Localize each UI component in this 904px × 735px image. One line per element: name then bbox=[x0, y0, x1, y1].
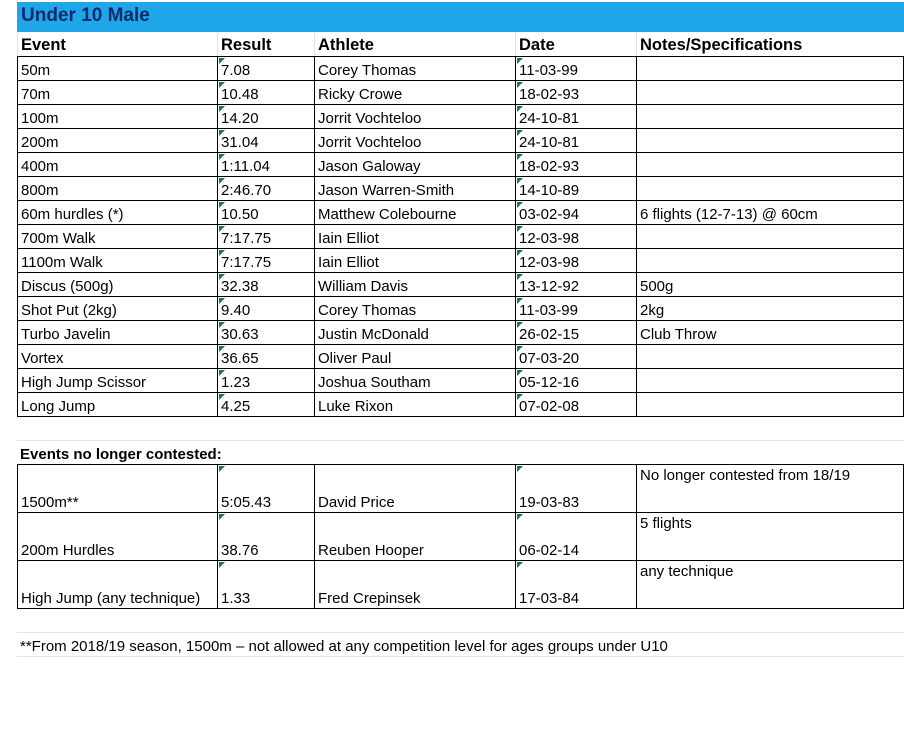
athlete-cell[interactable] bbox=[314, 512, 515, 560]
date-text: 19-03-83 bbox=[519, 494, 580, 511]
grid-line bbox=[17, 632, 904, 633]
result-text: 38.76 bbox=[221, 542, 259, 559]
athlete-text: Reuben Hooper bbox=[318, 542, 424, 559]
table-row bbox=[17, 80, 904, 104]
date-text: 14-10-89 bbox=[519, 182, 580, 199]
table-row bbox=[17, 56, 904, 80]
table-row bbox=[17, 368, 904, 392]
result-cell[interactable] bbox=[217, 296, 314, 320]
date-text: 05-12-16 bbox=[519, 374, 580, 391]
table-row bbox=[17, 248, 904, 272]
date-text: 12-03-98 bbox=[519, 254, 580, 271]
result-cell[interactable] bbox=[217, 152, 314, 176]
result-text: 7:17.75 bbox=[221, 230, 272, 247]
section-label-row bbox=[17, 440, 904, 464]
sheet-title: Under 10 Male bbox=[21, 5, 150, 26]
date-text: 07-03-20 bbox=[519, 350, 580, 367]
event-cell[interactable] bbox=[17, 344, 217, 368]
result-cell[interactable] bbox=[217, 512, 314, 560]
notes-text: Club Throw bbox=[640, 326, 717, 343]
event-text: Turbo Javelin bbox=[21, 326, 111, 343]
table-row bbox=[17, 104, 904, 128]
notes-text: 5 flights bbox=[640, 515, 692, 532]
table-row bbox=[17, 272, 904, 296]
athlete-text: Justin McDonald bbox=[318, 326, 429, 343]
table-row bbox=[17, 512, 904, 560]
footnote-row bbox=[17, 632, 904, 656]
result-text: 30.63 bbox=[221, 326, 259, 343]
athlete-cell[interactable] bbox=[314, 224, 515, 248]
notes-cell[interactable] bbox=[636, 128, 904, 152]
table-bottom-border bbox=[17, 608, 904, 609]
athlete-cell[interactable] bbox=[314, 368, 515, 392]
result-text: 5:05.43 bbox=[221, 494, 272, 511]
event-cell[interactable] bbox=[17, 56, 217, 80]
event-cell[interactable] bbox=[17, 104, 217, 128]
notes-cell[interactable] bbox=[636, 224, 904, 248]
event-cell[interactable] bbox=[17, 152, 217, 176]
notes-cell[interactable] bbox=[636, 32, 904, 56]
result-text: 32.38 bbox=[221, 278, 259, 295]
athlete-cell[interactable] bbox=[314, 272, 515, 296]
date-text: 17-03-84 bbox=[519, 590, 580, 607]
athlete-cell[interactable] bbox=[314, 320, 515, 344]
notes-cell[interactable] bbox=[636, 296, 904, 320]
athlete-text: Luke Rixon bbox=[318, 398, 394, 415]
date-cell[interactable] bbox=[515, 200, 636, 224]
notes-text: Notes/Specifications bbox=[640, 36, 803, 54]
result-text: 4.25 bbox=[221, 398, 251, 415]
date-cell[interactable] bbox=[515, 272, 636, 296]
result-text: Result bbox=[221, 36, 272, 54]
table-row bbox=[17, 392, 904, 416]
result-cell[interactable] bbox=[217, 368, 314, 392]
athlete-cell[interactable] bbox=[314, 560, 515, 608]
event-text: Discus (500g) bbox=[21, 278, 114, 295]
result-text: 14.20 bbox=[221, 110, 259, 127]
notes-text: 2kg bbox=[640, 302, 665, 319]
result-text: 7.08 bbox=[221, 62, 251, 79]
date-cell[interactable] bbox=[515, 152, 636, 176]
date-text: Date bbox=[519, 36, 555, 54]
athlete-text: Jason Warren-Smith bbox=[318, 182, 455, 199]
notes-cell[interactable] bbox=[636, 104, 904, 128]
date-cell[interactable] bbox=[515, 320, 636, 344]
notes-cell[interactable] bbox=[636, 560, 904, 608]
result-cell[interactable] bbox=[217, 80, 314, 104]
notes-cell[interactable] bbox=[636, 464, 904, 512]
date-text: 26-02-15 bbox=[519, 326, 580, 343]
result-text: 36.65 bbox=[221, 350, 259, 367]
result-text: 1.23 bbox=[221, 374, 251, 391]
notes-text: 500g bbox=[640, 278, 674, 295]
notes-cell[interactable] bbox=[636, 176, 904, 200]
result-cell[interactable] bbox=[217, 392, 314, 416]
notes-cell[interactable] bbox=[636, 272, 904, 296]
result-text: 10.50 bbox=[221, 206, 259, 223]
date-text: 13-12-92 bbox=[519, 278, 580, 295]
header-row bbox=[17, 32, 904, 56]
date-cell[interactable] bbox=[515, 560, 636, 608]
athlete-text: Iain Elliot bbox=[318, 254, 379, 271]
result-text: 7:17.75 bbox=[221, 254, 272, 271]
date-text: 11-03-99 bbox=[519, 62, 578, 79]
athlete-cell[interactable] bbox=[314, 152, 515, 176]
athlete-text: Jason Galoway bbox=[318, 158, 421, 175]
athlete-cell[interactable] bbox=[314, 56, 515, 80]
date-cell[interactable] bbox=[515, 128, 636, 152]
notes-cell[interactable] bbox=[636, 320, 904, 344]
date-cell[interactable] bbox=[515, 296, 636, 320]
athlete-cell[interactable] bbox=[314, 32, 515, 56]
date-cell[interactable] bbox=[515, 248, 636, 272]
footnote-text: **From 2018/19 season, 1500m – not allowed at any competition level for ages groups under U10 bbox=[20, 638, 668, 655]
table-row bbox=[17, 152, 904, 176]
athlete-text: Corey Thomas bbox=[318, 62, 417, 79]
result-text: 1.33 bbox=[221, 590, 251, 607]
date-cell[interactable] bbox=[515, 392, 636, 416]
date-cell[interactable] bbox=[515, 464, 636, 512]
event-text: 60m hurdles (*) bbox=[21, 206, 124, 223]
athlete-cell[interactable] bbox=[314, 176, 515, 200]
event-text: 100m bbox=[21, 110, 59, 127]
date-text: 24-10-81 bbox=[519, 110, 580, 127]
event-text: Event bbox=[21, 36, 66, 54]
date-cell[interactable] bbox=[515, 224, 636, 248]
result-cell[interactable] bbox=[217, 224, 314, 248]
notes-cell[interactable] bbox=[636, 80, 904, 104]
athlete-text: Jorrit Vochteloo bbox=[318, 110, 422, 127]
event-cell[interactable] bbox=[17, 296, 217, 320]
notes-text: 6 flights (12-7-13) @ 60cm bbox=[640, 206, 818, 223]
event-cell[interactable] bbox=[17, 32, 217, 56]
event-text: 400m bbox=[21, 158, 59, 175]
notes-text: any technique bbox=[640, 563, 734, 580]
table-row bbox=[17, 224, 904, 248]
date-cell[interactable] bbox=[515, 56, 636, 80]
result-text: 9.40 bbox=[221, 302, 251, 319]
athlete-cell[interactable] bbox=[314, 392, 515, 416]
event-text: 700m Walk bbox=[21, 230, 96, 247]
event-cell[interactable] bbox=[17, 368, 217, 392]
sheet-title-bar bbox=[17, 2, 904, 32]
notes-cell[interactable] bbox=[636, 56, 904, 80]
notes-cell[interactable] bbox=[636, 152, 904, 176]
date-text: 03-02-94 bbox=[519, 206, 580, 223]
event-text: High Jump Scissor bbox=[21, 374, 147, 391]
event-cell[interactable] bbox=[17, 512, 217, 560]
result-cell[interactable] bbox=[217, 56, 314, 80]
event-cell[interactable] bbox=[17, 128, 217, 152]
date-text: 06-02-14 bbox=[519, 542, 580, 559]
event-text: 1500m** bbox=[21, 494, 79, 511]
notes-cell[interactable] bbox=[636, 512, 904, 560]
section-label-cell[interactable] bbox=[17, 440, 417, 464]
table-row bbox=[17, 128, 904, 152]
event-text: 50m bbox=[21, 62, 51, 79]
notes-cell[interactable] bbox=[636, 344, 904, 368]
athlete-cell[interactable] bbox=[314, 464, 515, 512]
notes-cell[interactable] bbox=[636, 368, 904, 392]
result-text: 1:11.04 bbox=[221, 158, 270, 175]
result-cell[interactable] bbox=[217, 464, 314, 512]
event-text: High Jump (any technique) bbox=[21, 590, 201, 607]
athlete-cell[interactable] bbox=[314, 200, 515, 224]
result-cell[interactable] bbox=[217, 176, 314, 200]
result-text: 10.48 bbox=[221, 86, 259, 103]
athlete-text: Fred Crepinsek bbox=[318, 590, 421, 607]
result-cell[interactable] bbox=[217, 104, 314, 128]
result-cell[interactable] bbox=[217, 248, 314, 272]
result-cell[interactable] bbox=[217, 32, 314, 56]
event-text: 200m Hurdles bbox=[21, 542, 115, 559]
date-cell[interactable] bbox=[515, 80, 636, 104]
date-cell[interactable] bbox=[515, 344, 636, 368]
event-text: 1100m Walk bbox=[21, 254, 103, 271]
notes-cell[interactable] bbox=[636, 200, 904, 224]
event-cell[interactable] bbox=[17, 176, 217, 200]
table-row bbox=[17, 344, 904, 368]
date-text: 18-02-93 bbox=[519, 86, 580, 103]
athlete-cell[interactable] bbox=[314, 344, 515, 368]
athlete-cell[interactable] bbox=[314, 296, 515, 320]
event-cell[interactable] bbox=[17, 200, 217, 224]
result-text: 2:46.70 bbox=[221, 182, 272, 199]
notes-text: No longer contested from 18/19 bbox=[640, 467, 851, 484]
footnote-cell[interactable] bbox=[17, 632, 904, 656]
result-text: 31.04 bbox=[221, 134, 259, 151]
athlete-cell[interactable] bbox=[314, 248, 515, 272]
event-cell[interactable] bbox=[17, 224, 217, 248]
athlete-cell[interactable] bbox=[314, 104, 515, 128]
notes-cell[interactable] bbox=[636, 248, 904, 272]
event-cell[interactable] bbox=[17, 272, 217, 296]
date-text: 07-02-08 bbox=[519, 398, 580, 415]
event-text: Shot Put (2kg) bbox=[21, 302, 117, 319]
athlete-text: Joshua Southam bbox=[318, 374, 431, 391]
table-row bbox=[17, 464, 904, 512]
date-cell[interactable] bbox=[515, 368, 636, 392]
date-cell[interactable] bbox=[515, 32, 636, 56]
date-cell[interactable] bbox=[515, 176, 636, 200]
athlete-text: Iain Elliot bbox=[318, 230, 379, 247]
result-cell[interactable] bbox=[217, 560, 314, 608]
date-text: 18-02-93 bbox=[519, 158, 580, 175]
table-row bbox=[17, 296, 904, 320]
event-text: Vortex bbox=[21, 350, 64, 367]
table-row bbox=[17, 200, 904, 224]
date-text: 11-03-99 bbox=[519, 302, 578, 319]
athlete-text: Oliver Paul bbox=[318, 350, 392, 367]
result-cell[interactable] bbox=[217, 128, 314, 152]
event-text: 800m bbox=[21, 182, 59, 199]
result-cell[interactable] bbox=[217, 272, 314, 296]
athlete-text: Jorrit Vochteloo bbox=[318, 134, 422, 151]
event-cell[interactable] bbox=[17, 560, 217, 608]
athlete-text: Ricky Crowe bbox=[318, 86, 403, 103]
athlete-text: Matthew Colebourne bbox=[318, 206, 457, 223]
athlete-text: William Davis bbox=[318, 278, 408, 295]
event-text: 70m bbox=[21, 86, 51, 103]
date-cell[interactable] bbox=[515, 512, 636, 560]
event-cell[interactable] bbox=[17, 464, 217, 512]
event-cell[interactable] bbox=[17, 80, 217, 104]
table-bottom-border bbox=[17, 416, 904, 417]
date-text: 24-10-81 bbox=[519, 134, 580, 151]
athlete-cell[interactable] bbox=[314, 128, 515, 152]
event-cell[interactable] bbox=[17, 248, 217, 272]
athlete-text: Corey Thomas bbox=[318, 302, 417, 319]
result-cell[interactable] bbox=[217, 344, 314, 368]
event-text: Long Jump bbox=[21, 398, 96, 415]
event-cell[interactable] bbox=[17, 392, 217, 416]
notes-cell[interactable] bbox=[636, 392, 904, 416]
table-row bbox=[17, 560, 904, 608]
table-row bbox=[17, 176, 904, 200]
grid-line bbox=[17, 656, 904, 657]
event-text: 200m bbox=[21, 134, 59, 151]
athlete-text: David Price bbox=[318, 494, 395, 511]
date-cell[interactable] bbox=[515, 104, 636, 128]
athlete-text: Athlete bbox=[318, 36, 374, 54]
date-text: 12-03-98 bbox=[519, 230, 580, 247]
result-cell[interactable] bbox=[217, 200, 314, 224]
event-cell[interactable] bbox=[17, 320, 217, 344]
table-row bbox=[17, 320, 904, 344]
section-label: Events no longer contested: bbox=[20, 446, 222, 463]
athlete-cell[interactable] bbox=[314, 80, 515, 104]
result-cell[interactable] bbox=[217, 320, 314, 344]
